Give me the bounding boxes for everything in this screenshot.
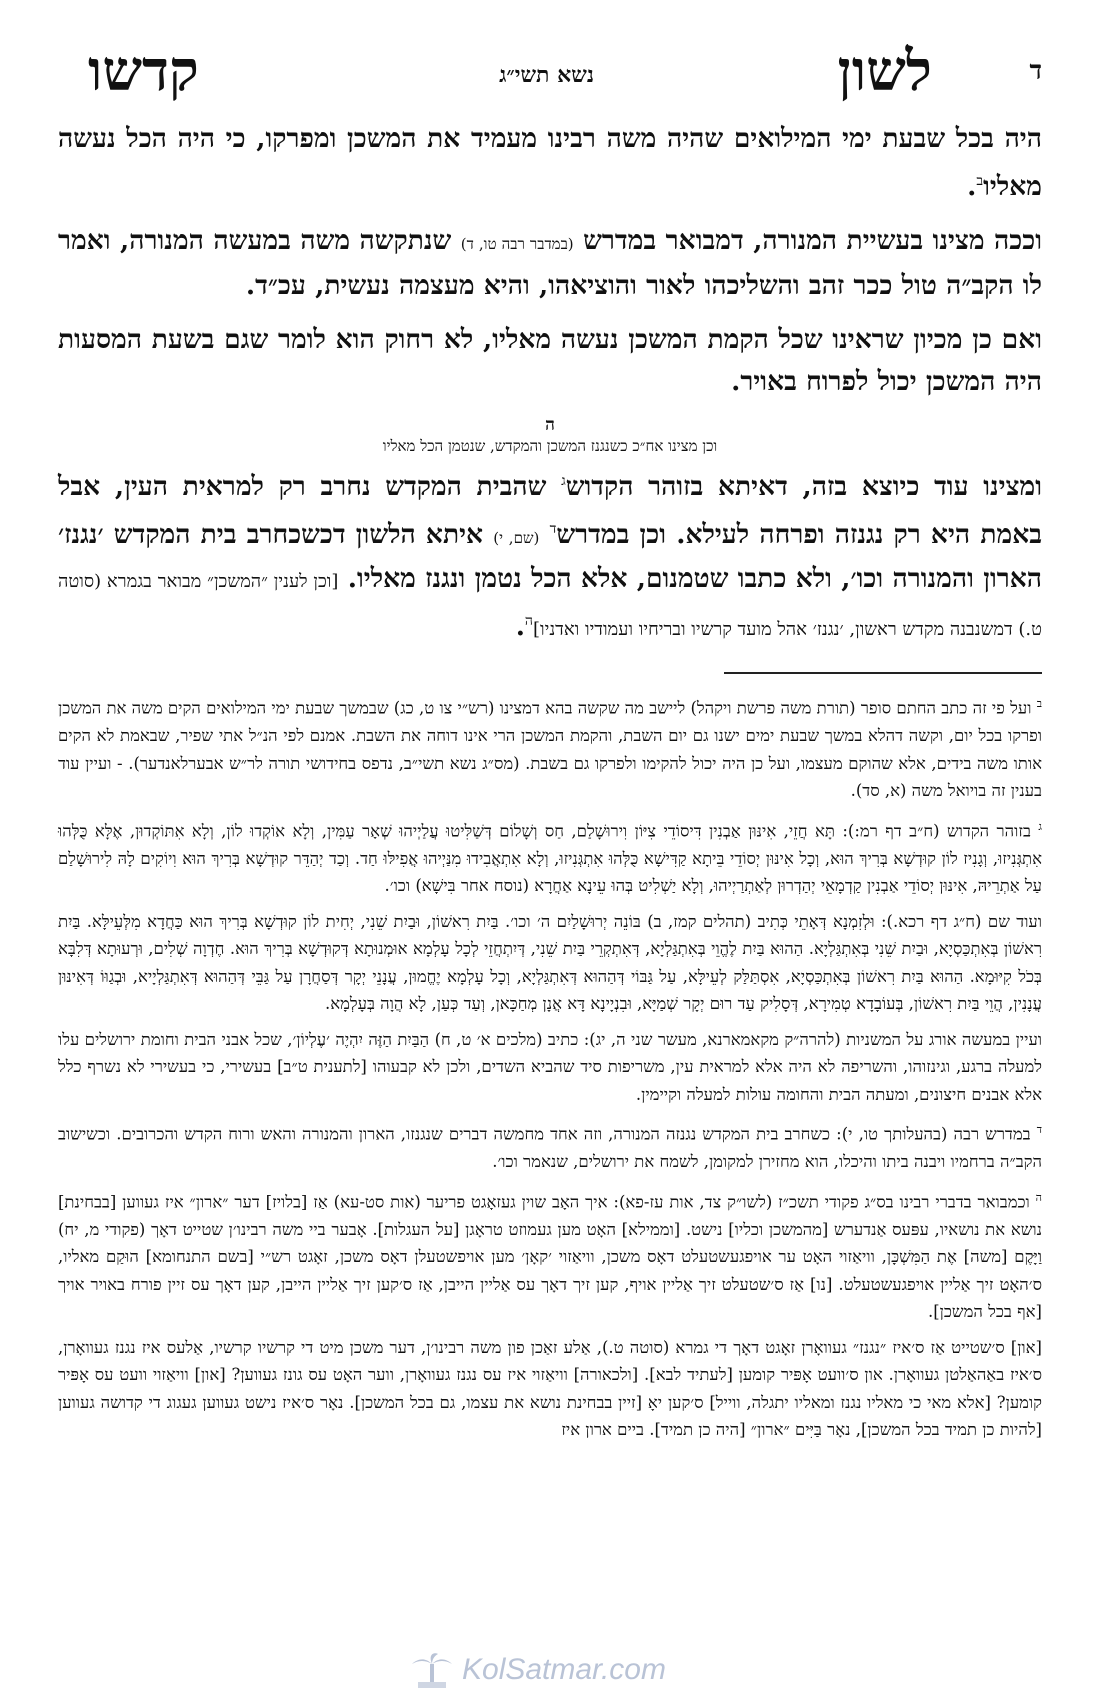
footnote-marker: ב (976, 173, 984, 189)
source-reference: (שם, י) (493, 528, 540, 547)
paragraph (58, 319, 1042, 403)
main-text (58, 118, 1042, 403)
footnote-mark: ג (1038, 819, 1042, 833)
section-heading (58, 415, 1042, 456)
bracket-note: [וכן לענין ״המשכן״ מבואר בגמרא (סוטה ט.) דמשנבנה מקדש ראשון, ׳נגנז׳ אהל מועד קרשיו ובריחיו ועמודיו ואדניו] (58, 571, 1042, 641)
paragraph-text: ואם כן מכיון שראינו שכל הקמת המשכן נעשה מאליו, לא רחוק הוא לומר שגם בשעת המסעות היה המשכן יכול לפרוח באויר. (58, 323, 1042, 397)
footnote-text: ועל פי זה כתב החתם סופר (תורת משה פרשת ויקהל) ליישב מה שקשה בהא דמצינו (רש״י צו ט, כג) שבמשך שבעת ימי המילואים הקים משה את המשכן ופרקו בכל יום, וקשה דהלא במשך שבעת ימים ישנו גם יום השבת, והקמת המשכן הרי אינו דוחה את השבת. אמנם לפי הנ״ל אתי שפיר, שבאמת לא הקים אותו משה בידים, אלא שהוקם מעצמו, ועל כן היה יכול להקימו ולפרקו גם בשבת. (מס״ג נשא תשי״ב, נדפס בחידושי תורה לר״ש אבערלאנדער). - ועיין עוד בענין זה בויואל משה (א, סד). (58, 698, 1042, 801)
document-page (58, 38, 1042, 1452)
paragraph (58, 220, 1042, 307)
footnote-marker: ה (524, 613, 533, 630)
paragraph: ומצינו עוד כיוצא בזה, דאיתא בזוהר הקדוש$^ג$ שהבית המקדש נחרב רק למראית העין, אבל באמת היא רק נגנזה ופרחה לעילא. וכן במדרש$^ד$ (שם, י) איתא הלשון דכשכחרב בית המקדש ׳נגנז׳ הארון והמנורה וכו׳, ולא כתבו שטמנום, אלא הכל נטמן ונגנז מאליו. [וכן לענין ״המשכן״ מבואר בגמרא (סוטה ט.) דמשנבנה מקדש ראשון, ׳נגנז׳ אהל מועד קרשיו ובריחיו ועמודיו ואדניו]$^ה$. (58, 470, 1043, 643)
section-title: וכן מצינו אח״כ כשנגנז המשכן והמקדש, שנטמן הכל מאליו (382, 436, 718, 455)
footnote-text: בזוהר הקדוש (ח״ב דף רמ:): תָּא חֲזֵי, אִינּוּן אַבְנִין דִּיסוֹדֵי צִיּוֹן וִירוּשָׁלַם, חַס וְשָׁלוֹם דְּשַׁלִּיטוּ עֲלַיְיהוּ שְׁאָר עַמִּין, וְלָא אוֹקְדוּ לוֹן, וְלָא אִתּוֹקְדוּן, אֶלָּא כֻּלְּהוּ אִתְגְּנִיזוּ, וְגָנִיז לוֹן קוּדְשָׁא בְּרִיךְ הוּא, וְכָל אִינּוּן יְסוֹדֵי בֵּיתָא קַדִּישָׁא כֻּלְּהוּ אִתְגְּנִיזוּ, וְלָא אִתְאֲבִידוּ מִנַּיְיהוּ אֲפִילּוּ חַד. וְכַד יְהַדֵּר קוּדְשָׁא בְּרִיךְ הוּא וִיוֹקִים לָהּ לִירוּשָׁלַם עַל אַתְרֵיהּ, אִינּוּן יְסוֹדֵי אַבְנִין קַדְמָאֵי יְהַדְרוּן לְאַתְרַיְיהוּ, וְלָא יַשְׁלִיט בְּהוּ עֵינָא אַחֲרָא (נוסח אחר בִּישָׁא) וכו׳. (58, 821, 1042, 896)
footnote-mark: ד (1036, 1123, 1042, 1137)
footnote-mark: ה (1035, 1190, 1042, 1204)
source-reference: (במדבר רבה טו, ד) (460, 234, 574, 253)
footnote-text: ועוד שם (ח״ג דף רכא.): וּלְזִמְנָא דְּאָתֵי כְּתִיב (תהלים קמז, ב) בּוֹנֵה יְרוּשָׁלַיִם ה׳ וכו׳. בַּיִת רִאשׁוֹן, וּבַיִת שֵׁנִי, יְחִית לוֹן קוּדְשָׁא בְּרִיךְ הוּא כַּחֲדָא מִלְּעֵילָּא. בַּיִת רִאשׁוֹן בְּאִתְכַּסְיָא, וּבַיִת שֵׁנִי בְּאִתְגַּלְיָא. הַהוּא בַּיִת לֶהֱוֵי בְּאִתְגַּלְיָא, דְּאִתְקְרֵי בַּיִת שֵׁנִי, דְּיִתְחֲזֵי לְכָל עָלְמָא אוּמְנוּתָא דְּקוּדְשָׁא בְּרִיךְ הוּא. חֶדְוָה שְׁלִים, וּרְעוּתָא דְּלִבָּא בְּכֹל קִיּוּמָא. הַהוּא בַּיִת רִאשׁוֹן בְּאִתְכַּסְיָא, אִסְתַּלַּק לְעֵילָּא, עַל גַּבּוֹי דְּהַהוּא דְּאִתְגַּלְיָא, וְכָל עָלְמָא יֶחֱמוּן, עֲנָנֵי יְקָר דְּסַחֲרָן עַל גַּבֵּי דְּהַהוּא דְּאִתְגַּלְיָיא, וּבְגַוּוֹ דְּאִינּוּן עֲנָנִין, הֲוֵי בַּיִת רִאשׁוֹן, בְּעוֹבָדָא טְמִירָא, דְּסָלִיק עַד רוּם יְקָר שְׁמַיָּא, וּבִנְיָינָא דָּא אֲנָן מְחַכָּאן, וְעַד כְּעַן, לָא הֲוָה בְּעָלְמָא. (58, 911, 1042, 1014)
paragraph-text: היה בכל שבעת ימי המילואים שהיה משה רבינו מעמיד את המשכן ומפרקו, כי היה הכל נעשה מאליו (58, 123, 1042, 202)
running-title-left: קדשו (88, 38, 199, 104)
footnote (58, 1334, 1042, 1444)
footnote (58, 813, 1042, 900)
section-letter: ה (545, 414, 555, 435)
paragraph-text: שהבית המקדש נחרב רק למראית העין, אבל באמת היא רק נגנזה ופרחה לעילא. וכן במדרש (58, 470, 1042, 550)
paragraph-text: איתא הלשון דכשכחרב בית המקדש ׳נגנז׳ הארון והמנורה וכו׳, ולא כתבו שטמנום, אלא הכל נטמן ונגנז מאליו. (58, 518, 1043, 595)
palm-tree-icon (410, 1650, 454, 1690)
footnote-divider (724, 672, 1042, 674)
issue-label: נשא תשי״ג (499, 62, 594, 88)
paragraph-text: וככה מצינו בעשיית המנורה, דמבואר במדרש (583, 224, 1042, 256)
page-number: ד (1029, 56, 1042, 86)
footnote (58, 1184, 1042, 1326)
running-title-right: לשון (837, 38, 932, 104)
footnotes (58, 690, 1042, 1444)
section-body (58, 460, 1042, 648)
footnote (58, 1026, 1042, 1109)
paragraph-text: שנתקשה משה במעשה המנורה, ואמר לו הקב״ה טול ככר זהב והשליכהו לאור והוציאהו, והיא מעצמה נעשית, עכ״ד. (58, 224, 1042, 301)
footnote-marker: ד (549, 520, 557, 537)
paragraph: היה בכל שבעת ימי המילואים שהיה משה רבינו מעמיד את המשכן ומפרקו, כי היה הכל נעשה מאליו$^ב$. (58, 123, 1042, 202)
footnote-text: ועיין במעשה אורג על המשניות (להרה״ק מקאמארנא, מעשר שני ה, יג): כתיב (מלכים א׳ ט, ח) הַבַּיִת הַזֶּה יִהְיֶה ׳עֶלְיוֹן׳, שכל אבני הבית וחומת ירושלים עלו למעלה ברגע, וגינזוהו, והשריפה לא היה אלא למראית עין, משריפות סיד שהביא השדים, ולכן לא קבעוהו [לתענית ט״ב] בעשירי, כי בעשירי לא נשרף כלל אלא אבנים חיצונים, ומעתה הבית והחומה עולות למעלה וקיימין. (58, 1029, 1042, 1104)
footnote-text: וכמבואר בדברי רבינו בס״ג פקודי תשכ״ז (לשו״ק צד, אות עז-פא): איך האָב שוין געזאָגט פריער (אות סט-עא) אַז [בלויז] דער ״ארון״ איז געווען [בבחינת] נושא את נושאיו, עפּעס אַנדערש [מהמשכן וכליו] נישט. [וממילא] האָט מען געמוזט טראָגן [על העגלות]. אָבער ביי משה רבינו׳ן שטייט דאָך (פקודי מ, יח) וַיָּקֶם [משה] אֶת הַמִּשְׁכָּן, וויאַזוי האָט ער אויפגעשטעלט דאָס משכן, וויאַזוי ׳קאָן׳ מען אויפשטעלן דאָס משכן, זאָגט רש״י [בשם התנחומא] הוּקַם מאליו, ס׳האָט זיך אַליין אויפגעשטעלט. [נו] אַז ס׳שטעלט זיך אַליין אויף, קען זיך דאָך עס אַליין הייבן, אַז ס׳קען זיך אַליין הייבן, קען דאָך עס זיין פורח באויר אויך [אף בכל המשכן]. (58, 1192, 1043, 1322)
paragraph-text: ומצינו עוד כיוצא בזה, דאיתא בזוהר הקדוש (565, 470, 1042, 502)
footnote-text: [און] ס׳שטייט אַז ס׳איז ״נגנז״ געוואָרן זאָגט דאָך די גמרא (סוטה ט.), אַלע זאַכן פון משה רבינו׳ן, דער משכן מיט די קרשיו קרשיו, אַלעס איז נגנז געוואָרן, ס׳איז באַהאַלטן געוואָרן. און ס׳וועט אָפּיר קומען [לעתיד לבא]. [ולכאורה] וויאַזוי איז עס נגנז געוואָרן, ווער האָט עס גונז געווען? [און] וויאַזוי וועט עס אָפּיר קומען? [אלא מאי כי מאליו נגנז ומאליו יתגלה, ווייל] ס׳קען יאָ [זיין בבחינת נושא את עצמו, גם בכל המשכן]. נאָר ס׳איז נישט געווען געגוג די קדושה געווען [להיות כן תמיד בכל המשכן], נאָר בַּיִּים ״ארון״ [היה כן תמיד]. ביים ארון איז (58, 1337, 1042, 1440)
watermark (410, 1650, 670, 1690)
page-header (58, 38, 1042, 118)
watermark-text: KolSatmar.com (462, 1653, 666, 1686)
footnote (58, 908, 1042, 1018)
footnote-mark: ב (1036, 697, 1042, 711)
footnote (58, 690, 1042, 805)
footnote-text: במדרש רבה (בהעלותך טו, י): כשחרב בית המקדש נגנזה המנורה, וזה אחד מחמשה דברים שנגנזו, הארון והמנורה והאש ורוח הקדש והכרובים. וכשישוב הקב״ה ברחמיו ויבנה ביתו והיכלו, הוא מחזירן למקומן, לשמח את ירושלים, שנאמר וכו׳. (58, 1124, 1042, 1172)
footnote (58, 1116, 1042, 1176)
footnote-marker: ג (561, 472, 566, 489)
